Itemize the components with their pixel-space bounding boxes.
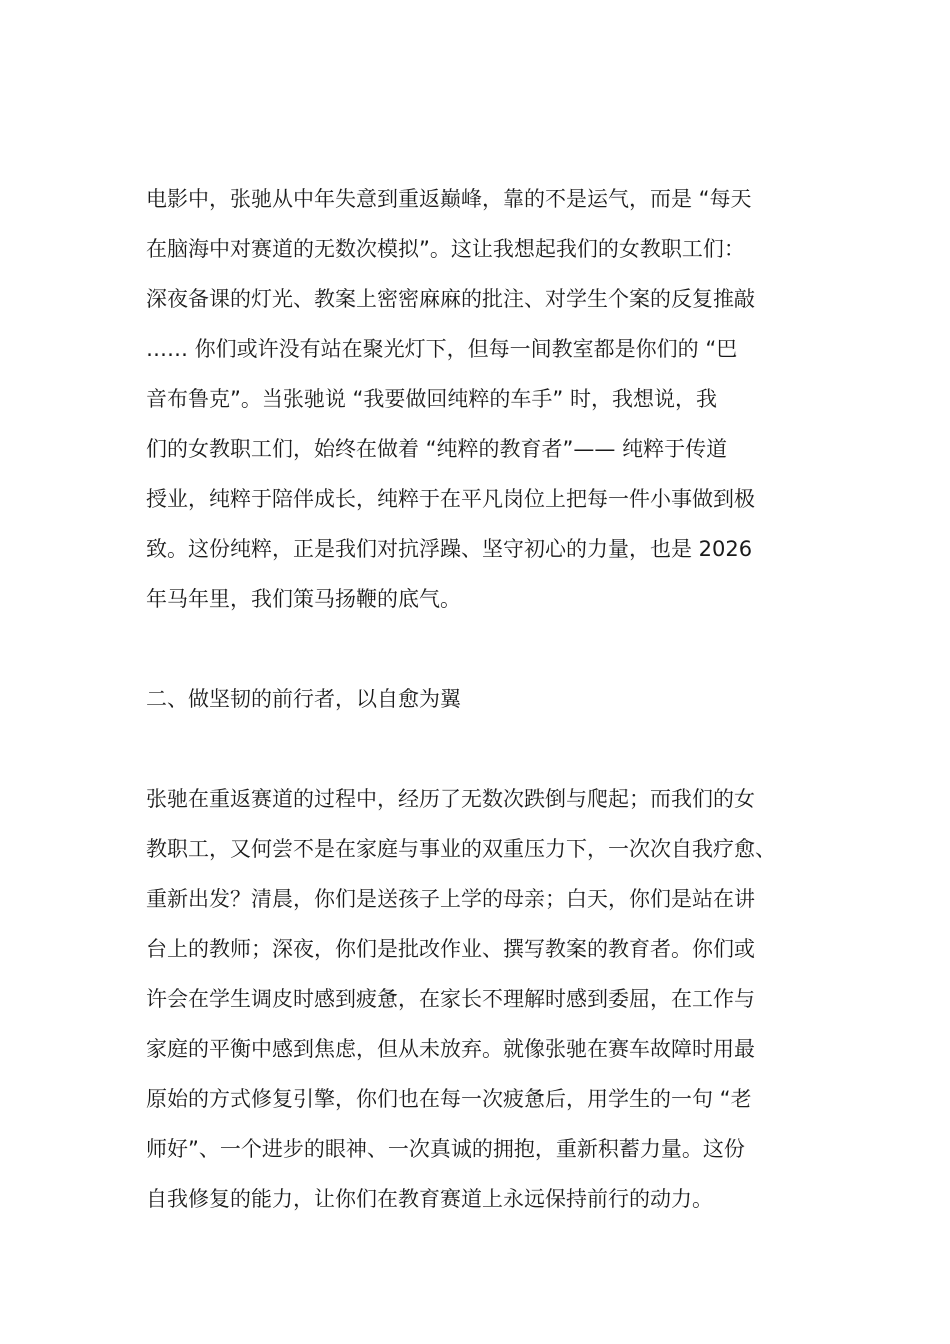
text-line: 在脑海中对赛道的无数次模拟”。这让我想起我们的女教职工们： bbox=[146, 237, 745, 261]
text-line: 教职工，又何尝不是在家庭与事业的双重压力下，一次次自我疗愈、 bbox=[146, 837, 776, 861]
text-line: 张驰在重返赛道的过程中，经历了无数次跌倒与爬起；而我们的女 bbox=[146, 787, 755, 811]
text-line: …… 你们或许没有站在聚光灯下，但每一间教室都是你们的 “巴 bbox=[146, 337, 738, 361]
text-line: 年马年里，我们策马扬鞭的底气。 bbox=[146, 587, 461, 611]
text-line: 原始的方式修复引擎，你们也在每一次疲惫后，用学生的一句 “老 bbox=[146, 1087, 752, 1111]
text-line: 师好”、一个进步的眼神、一次真诚的拥抱，重新积蓄力量。这份 bbox=[146, 1137, 745, 1161]
text-line: 授业，纯粹于陪伴成长，纯粹于在平凡岗位上把每一件小事做到极 bbox=[146, 487, 755, 511]
text-line: 电影中，张驰从中年失意到重返巅峰，靠的不是运气，而是 “每天 bbox=[146, 187, 752, 211]
text-line: 们的女教职工们，始终在做着 “纯粹的教育者”—— 纯粹于传道 bbox=[146, 437, 728, 461]
paragraph-resilience bbox=[146, 774, 810, 1224]
text-line: 重新出发？清晨，你们是送孩子上学的母亲；白天，你们是站在讲 bbox=[146, 887, 755, 911]
text-line: 家庭的平衡中感到焦虑，但从未放弃。就像张驰在赛车故障时用最 bbox=[146, 1037, 755, 1061]
text-line: 许会在学生调皮时感到疲惫，在家长不理解时感到委屈，在工作与 bbox=[146, 987, 755, 1011]
text-line: 致。这份纯粹，正是我们对抗浮躁、坚守初心的力量，也是 2026 bbox=[146, 537, 753, 561]
text-line: 深夜备课的灯光、教案上密密麻麻的批注、对学生个案的反复推敲 bbox=[146, 287, 755, 311]
text-line: 音布鲁克”。当张驰说 “我要做回纯粹的车手” 时，我想说，我 bbox=[146, 387, 717, 411]
section-heading: 二、做坚韧的前行者，以自愈为翼 bbox=[146, 687, 461, 711]
text-line: 自我修复的能力，让你们在教育赛道上永远保持前行的动力。 bbox=[146, 1187, 713, 1211]
paragraph-racing-analogy bbox=[146, 174, 810, 624]
text-line: 台上的教师；深夜，你们是批改作业、撰写教案的教育者。你们或 bbox=[146, 937, 755, 961]
